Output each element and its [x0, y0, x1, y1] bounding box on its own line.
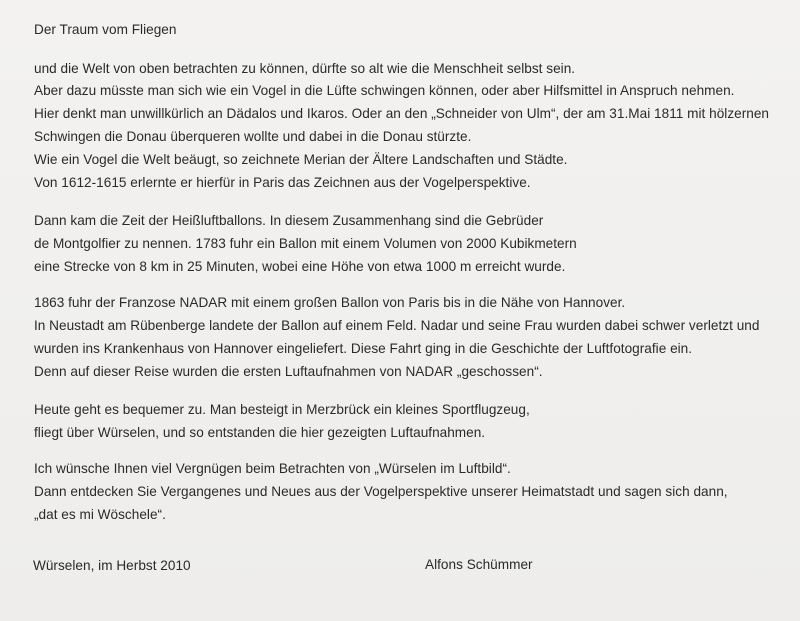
text-line: Wie ein Vogel die Welt beäugt, so zeichnete Merian der Ältere Landschaften und Städte. — [34, 152, 568, 167]
text-line: wurden ins Krankenhaus von Hannover eingeliefert. Diese Fahrt ging in die Geschichte der Luftfotografie ein. — [34, 341, 693, 356]
text-line: 1863 fuhr der Franzose NADAR mit einem großen Ballon von Paris bis in die Nähe von Hannover. — [34, 295, 626, 310]
document-title: Der Traum vom Fliegen — [34, 22, 177, 37]
text-line: Hier denkt man unwillkürlich an Dädalos und Ikaros. Oder an den „Schneider von Ulm“, der am 31.Mai 1811 mit hölzernen — [34, 106, 770, 121]
text-line: Heute geht es bequemer zu. Man besteigt in Merzbrück ein kleines Sportflugzeug, — [34, 402, 530, 417]
place-date: Würselen, im Herbst 2010 — [33, 558, 191, 573]
text-line: „dat es mi Wöschele“. — [34, 507, 166, 522]
author-name: Alfons Schümmer — [425, 557, 533, 572]
text-line: de Montgolfier zu nennen. 1783 fuhr ein Ballon mit einem Volumen von 2000 Kubikmetern — [34, 236, 577, 251]
text-line: Aber dazu müsste man sich wie ein Vogel in die Lüfte schwingen können, oder aber Hilfsmittel in Anspruch nehmen. — [34, 83, 735, 98]
text-line: Schwingen die Donau überqueren wollte und dabei in die Donau stürzte. — [34, 129, 472, 144]
text-line: Ich wünsche Ihnen viel Vergnügen beim Betrachten von „Würselen im Luftbild“. — [34, 461, 511, 476]
text-line: In Neustadt am Rübenberge landete der Ballon auf einem Feld. Nadar und seine Frau wurden dabei schwer verletzt und — [34, 318, 760, 333]
text-line: Dann kam die Zeit der Heißluftballons. In diesem Zusammenhang sind die Gebrüder — [34, 213, 544, 228]
text-line: und die Welt von oben betrachten zu können, dürfte so alt wie die Menschheit selbst sein. — [34, 61, 576, 76]
text-line: fliegt über Würselen, und so entstanden die hier gezeigten Luftaufnahmen. — [34, 425, 486, 440]
text-line: eine Strecke von 8 km in 25 Minuten, wobei eine Höhe von etwa 1000 m erreicht wurde. — [34, 259, 566, 274]
text-line: Dann entdecken Sie Vergangenes und Neues aus der Vogelperspektive unserer Heimatstadt und sagen sich dann, — [34, 484, 728, 499]
text-line: Von 1612-1615 erlernte er hierfür in Paris das Zeichnen aus der Vogelperspektive. — [34, 175, 531, 190]
text-line: Denn auf dieser Reise wurden die ersten Luftaufnahmen von NADAR „geschossen“. — [34, 364, 543, 379]
